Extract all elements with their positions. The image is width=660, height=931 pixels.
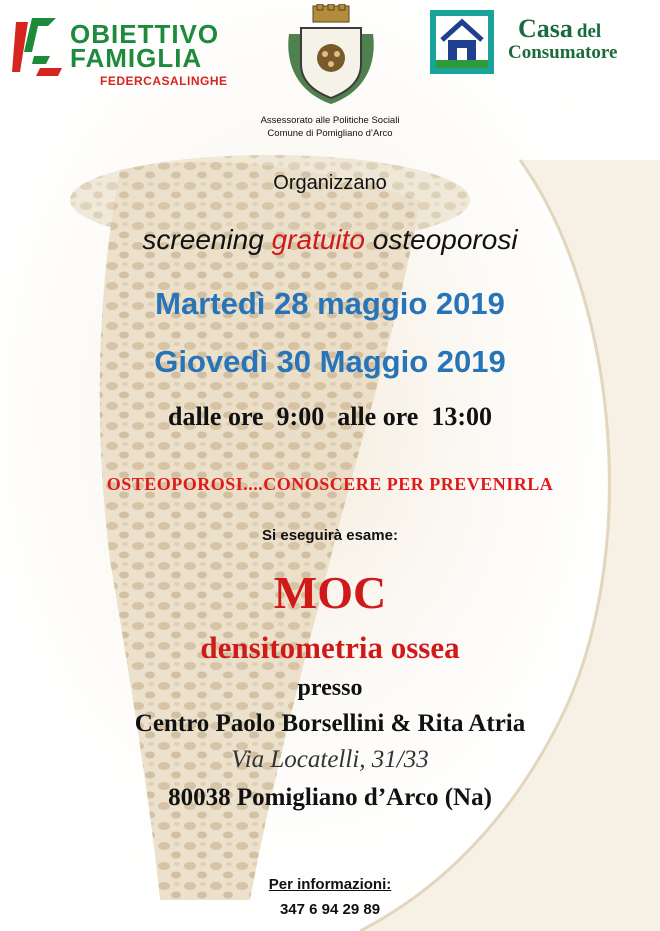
event-date-1: Martedì 28 maggio 2019 xyxy=(155,286,505,321)
headline-part1: screening xyxy=(142,224,272,255)
location-city: 80038 Pomigliano d’Arco (Na) xyxy=(168,784,492,811)
consumatore-word: Consumatore xyxy=(508,42,618,63)
info-phone: 347 6 94 29 89 xyxy=(279,901,381,918)
slogan: OSTEOPOROSI....CONOSCERE PER PREVENIRLA xyxy=(106,474,554,494)
casa-del-consumatore-logo xyxy=(508,14,654,74)
municipal-caption xyxy=(230,114,430,140)
headline xyxy=(0,224,660,256)
exam-intro: Si eseguirà esame: xyxy=(262,527,398,544)
obiettivo-famiglia-emblem-icon xyxy=(10,12,70,82)
event-hours: dalle ore 9:00 alle ore 13:00 xyxy=(168,402,492,431)
organizers-intro: Organizzano xyxy=(273,172,387,194)
casa-word: Casa xyxy=(518,14,573,43)
logo-title-line2: FAMIGLIA xyxy=(70,43,203,73)
headline-free: gratuito xyxy=(271,224,366,255)
coat-of-arms-icon xyxy=(283,4,379,108)
exam-subtitle: densitometria ossea xyxy=(200,630,460,665)
location-intro: presso xyxy=(297,675,363,701)
exam-name: MOC xyxy=(273,567,387,618)
house-logo-icon xyxy=(430,10,494,74)
headline-part3: osteoporosi xyxy=(365,224,518,255)
location-center: Centro Paolo Borsellini & Rita Atria xyxy=(134,710,526,737)
del-word: del xyxy=(576,21,602,42)
event-date-2: Giovedì 30 Maggio 2019 xyxy=(154,344,506,379)
info-title: Per informazioni: xyxy=(268,876,392,893)
caption-line1: Assessorato alle Politiche Sociali xyxy=(260,115,400,126)
logo-subtitle: FEDERCASALINGHE xyxy=(100,74,228,88)
obiettivo-famiglia-logo xyxy=(10,12,235,88)
logo-title-line1: OBIETTIVO xyxy=(70,19,220,49)
caption-line2: Comune di Pomigliano d’Arco xyxy=(267,128,393,139)
location-street: Via Locatelli, 31/33 xyxy=(231,746,429,773)
